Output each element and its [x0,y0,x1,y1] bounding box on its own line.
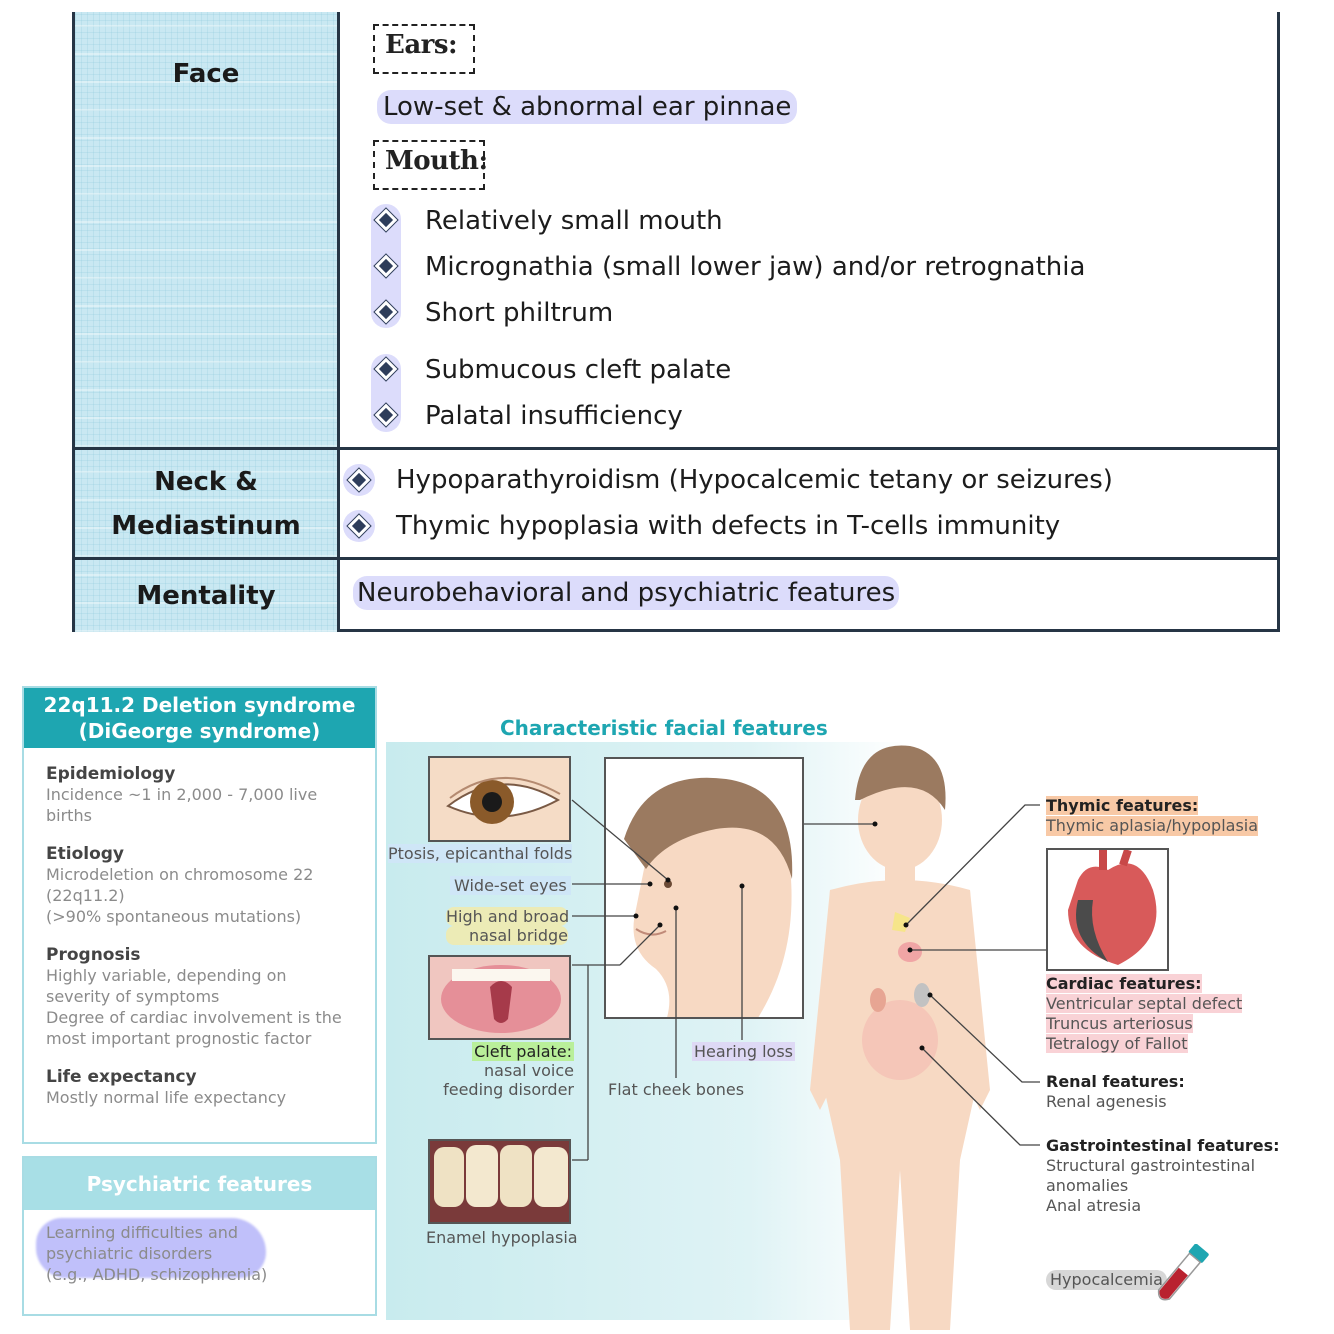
label-line: nasal voice [484,1061,574,1080]
label-nasal [446,907,568,945]
feature-line: anomalies [1046,1176,1129,1195]
feature-line: Truncus arteriosus [1046,1014,1193,1033]
feature-line: Ventricular septal defect [1046,994,1243,1013]
section-line: Microdeletion on chromosome 22 [46,865,314,884]
label-line: High and broad [446,907,570,926]
section-line: Highly variable, depending on [46,966,287,985]
figure-title: Characteristic facial features [500,716,828,740]
feature-heading: Thymic features: [1046,796,1199,815]
psych-line: Learning difficulties and [46,1223,239,1242]
row-label-mentality: Mentality [136,581,276,611]
gi-features [1046,1136,1280,1216]
section-line: most important prognostic factor [46,1029,312,1048]
feature-line: Renal agenesis [1046,1092,1167,1111]
renal-features [1046,1072,1185,1112]
row-label-face: Face [172,59,240,89]
mouth-item: Micrognathia (small lower jaw) and/or retrognathia [425,252,1086,282]
section-line: (22q11.2) [46,886,125,905]
neck-item: Hypoparathyroidism (Hypocalcemic tetany or seizures) [396,465,1113,495]
mouth-item: Short philtrum [425,298,614,328]
section-line: Degree of cardiac involvement is the [46,1008,342,1027]
feature-line: Tetralogy of Fallot [1046,1034,1188,1053]
thymic-features [1046,796,1258,836]
section-line: severity of symptoms [46,987,220,1006]
ears-item: Low-set & abnormal ear pinnae [377,90,797,124]
test-tube-icon [1150,1244,1216,1306]
feature-line: Thymic aplasia/hypoplasia [1046,816,1259,835]
section-title: Life expectancy [46,1067,197,1087]
hypocalcemia-label: Hypocalcemia [1046,1270,1167,1290]
card-title-line: (DiGeorge syndrome) [78,719,321,743]
section-line: (>90% spontaneous mutations) [46,907,302,926]
label-line: nasal bridge [446,926,568,945]
label-ptosis: Ptosis, epicanthal folds [388,844,573,863]
label-cheek: Flat cheek bones [608,1080,745,1099]
mouth-heading: Mouth: [373,140,485,190]
label-line: feeding disorder [443,1080,574,1099]
ears-heading: Ears: [373,24,475,74]
psych-line: (e.g., ADHD, schizophrenia) [46,1265,268,1284]
section-line: Mostly normal life expectancy [46,1088,287,1107]
label-enamel: Enamel hypoplasia [426,1228,578,1247]
mentality-item: Neurobehavioral and psychiatric features [353,576,899,610]
label-cleft [440,1042,574,1099]
feature-line: Structural gastrointestinal [1046,1156,1256,1175]
palate-item: Submucous cleft palate [425,355,732,385]
mouth-item: Relatively small mouth [425,206,723,236]
feature-line: Anal atresia [1046,1196,1142,1215]
section-title: Etiology [46,844,125,864]
palate-item: Palatal insufficiency [425,401,683,431]
neck-item: Thymic hypoplasia with defects in T-cells immunity [396,511,1061,541]
feature-heading: Cardiac features: [1046,974,1202,993]
section-title: Epidemiology [46,764,176,784]
label-line: Neck & [154,466,258,497]
label-line: Cleft palate: [474,1042,572,1061]
card-title-line: 22q11.2 Deletion syndrome [43,693,356,717]
label-line: Mediastinum [111,510,301,541]
feature-heading: Renal features: [1046,1072,1185,1091]
psych-title: Psychiatric features [24,1158,375,1210]
label-wide-set: Wide-set eyes [450,876,571,895]
cardiac-features [1046,974,1242,1054]
section-title: Prognosis [46,945,141,965]
feature-heading: Gastrointestinal features: [1046,1136,1280,1155]
psych-line: psychiatric disorders [46,1244,213,1263]
label-hearing: Hearing loss [694,1042,793,1061]
section-line: Incidence ~1 in 2,000 - 7,000 live births [46,785,318,825]
